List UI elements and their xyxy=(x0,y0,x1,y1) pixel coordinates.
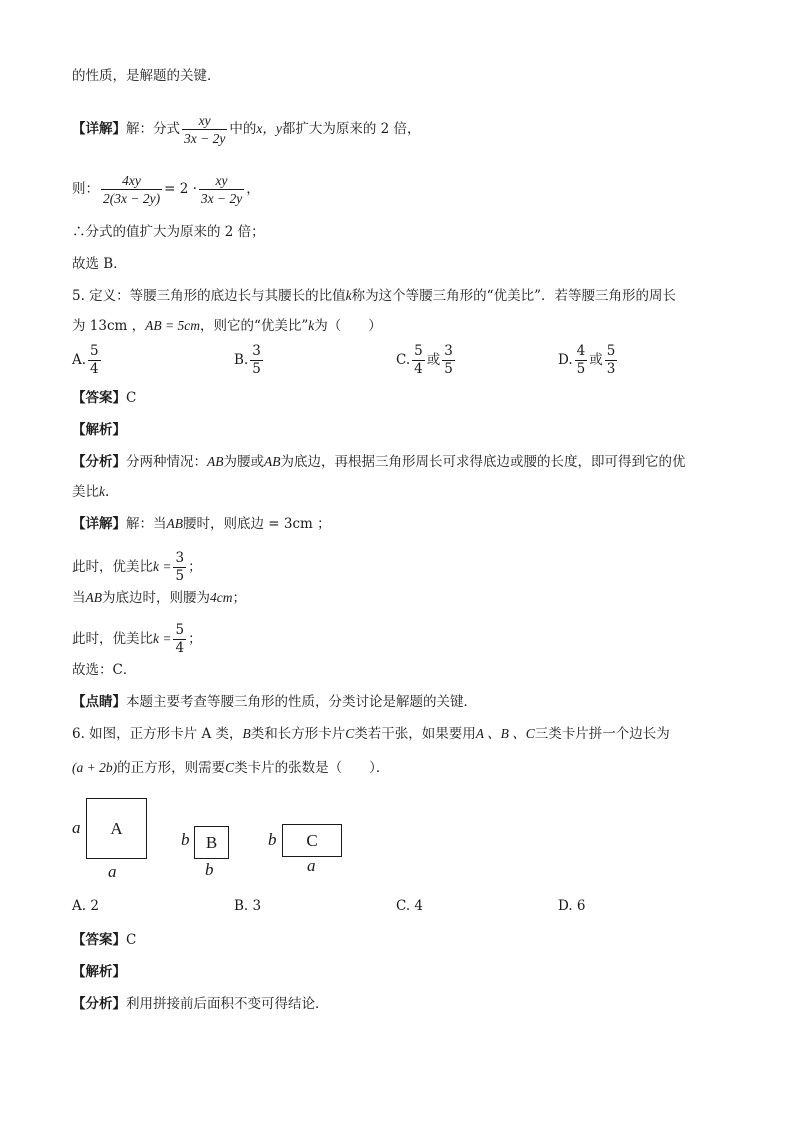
card-c xyxy=(282,824,342,857)
fraction xyxy=(199,172,244,207)
text: 都扩大为原来的 2 倍， xyxy=(281,121,421,137)
option-c xyxy=(396,343,457,378)
denominator: 5 xyxy=(444,361,453,377)
option-label: D. xyxy=(558,352,573,368)
denominator: 2(3x − 2y) xyxy=(103,191,161,206)
text: 本题主要考查等腰三角形的性质，分类讨论是解题的关键． xyxy=(126,694,477,710)
text: 美比 xyxy=(72,484,99,500)
step-line xyxy=(72,622,202,657)
math: A 、B 、C xyxy=(475,726,535,741)
card-a-side-label: a xyxy=(72,818,81,837)
denominator: 4 xyxy=(175,640,185,656)
numerator: 5 xyxy=(414,343,423,359)
text: 利用拼接前后面积不变可得结论． xyxy=(126,996,329,1012)
math: C xyxy=(345,726,355,741)
text: = 2 · xyxy=(164,181,197,197)
detail-tag: 【详解】 xyxy=(72,121,126,137)
text: 此时，优美比 xyxy=(72,631,153,647)
text: 的正方形，则需要 xyxy=(117,760,226,776)
numerator: 3 xyxy=(175,550,185,566)
text: ； xyxy=(188,559,202,575)
question-6-line-2 xyxy=(72,758,389,778)
text-line: 故选：C． xyxy=(72,662,137,678)
text: 中的 xyxy=(229,121,257,137)
analysis-sub-tag: 【分析】 xyxy=(72,996,126,1012)
equation-line xyxy=(72,172,260,207)
detail-tag: 【详解】 xyxy=(72,516,126,532)
text: 解：分式 xyxy=(126,121,180,137)
math: C xyxy=(225,760,235,775)
text: 为腰或 xyxy=(223,454,264,470)
fraction xyxy=(575,343,588,378)
fraction xyxy=(605,343,618,378)
card-a-label: A xyxy=(110,818,123,838)
card-a-bottom-label: a xyxy=(108,862,117,881)
card-b xyxy=(194,826,229,859)
text: 类若干张，如果要用 xyxy=(354,726,476,742)
math: k xyxy=(308,318,315,333)
option-c: C. 4 xyxy=(396,898,424,914)
text: 或 xyxy=(589,352,603,368)
numerator: 3 xyxy=(252,343,261,359)
text: 类卡片的张数是（ ）． xyxy=(234,760,390,776)
text: 为 13cm ， xyxy=(72,318,146,334)
option-label: C. xyxy=(396,352,411,368)
fraction xyxy=(442,343,455,378)
card-c-side-label: b xyxy=(268,830,277,849)
detail-line xyxy=(72,112,421,147)
detail-line xyxy=(72,514,331,534)
option-label: A. xyxy=(72,352,87,368)
step-line xyxy=(72,550,202,585)
option-label: B. xyxy=(234,352,249,368)
text: 为（ ） xyxy=(314,318,382,334)
numerator: xy xyxy=(199,172,244,190)
option-d xyxy=(558,343,619,378)
math: k = xyxy=(153,559,172,574)
question-5-line-1 xyxy=(72,286,676,306)
text: 为底边时，则腰为 xyxy=(102,590,210,606)
answer-line xyxy=(72,930,136,950)
card-a xyxy=(86,798,147,859)
option-b: B. 3 xyxy=(234,898,262,914)
math: (a + 2b) xyxy=(72,760,118,775)
text-line: 故选 B． xyxy=(72,256,127,272)
fraction xyxy=(101,172,162,207)
numerator: 4xy xyxy=(101,172,162,190)
text: 此时，优美比 xyxy=(72,559,153,575)
denominator: 5 xyxy=(576,361,586,377)
card-b-side-label: b xyxy=(181,830,190,849)
text: 为底边，再根据三角形周长可求得底边或腰的长度，即可得到它的优 xyxy=(280,454,686,470)
denominator: 5 xyxy=(175,568,185,584)
denominator: 3 xyxy=(606,361,616,377)
answer-value: C xyxy=(126,390,137,406)
question-6-line-1 xyxy=(72,724,670,744)
fraction xyxy=(182,112,227,147)
math: AB xyxy=(85,590,102,605)
tip-tag: 【点睛】 xyxy=(72,694,126,710)
numerator: 4 xyxy=(576,343,586,359)
answer-value: C xyxy=(126,932,137,948)
option-b xyxy=(234,343,265,378)
numerator: xy xyxy=(182,112,227,130)
numerator: 3 xyxy=(444,343,453,359)
text: ； xyxy=(188,631,202,647)
analysis-line xyxy=(72,994,329,1014)
math: B xyxy=(242,726,251,741)
question-5-line-2 xyxy=(72,316,382,336)
step-line xyxy=(72,588,246,608)
text: 或 xyxy=(426,352,441,368)
text: 6. 如图，正方形卡片 A 类， xyxy=(72,726,243,742)
option-a xyxy=(72,343,103,378)
numerator: 5 xyxy=(175,622,185,638)
option-d: D. 6 xyxy=(558,898,586,914)
answer-line xyxy=(72,388,136,408)
math: AB xyxy=(207,454,224,469)
text: ； xyxy=(232,590,246,606)
answer-tag: 【答案】 xyxy=(72,390,126,406)
analysis-sub-tag: 【分析】 xyxy=(72,454,126,470)
fraction xyxy=(173,622,186,657)
text: 则： xyxy=(72,181,99,197)
text: 当 xyxy=(72,590,86,606)
analysis-tag: 【解析】 xyxy=(72,964,126,980)
text-line: ∴分式的值扩大为原来的 2 倍； xyxy=(72,224,265,240)
math: k xyxy=(345,288,352,303)
denominator: 3x − 2y xyxy=(184,131,226,146)
numerator: 5 xyxy=(90,343,99,359)
denominator: 4 xyxy=(90,361,99,377)
option-a: A. 2 xyxy=(72,898,99,914)
card-b-bottom-label: b xyxy=(205,860,214,879)
math: AB = 5cm xyxy=(145,318,200,333)
analysis-line-2 xyxy=(72,482,109,502)
text: 解：当 xyxy=(126,516,167,532)
denominator: 5 xyxy=(252,361,261,377)
math: k xyxy=(99,484,105,499)
math: x，y xyxy=(256,121,282,136)
math: k = xyxy=(153,631,172,646)
fraction xyxy=(173,550,186,585)
numerator: 5 xyxy=(606,343,616,359)
text: 类和长方形卡片 xyxy=(250,726,346,742)
math: AB xyxy=(166,516,183,531)
card-c-bottom-label: a xyxy=(307,856,316,875)
text: 分两种情况： xyxy=(126,454,207,470)
denominator: 3x − 2y xyxy=(200,191,243,206)
card-b-label: B xyxy=(205,832,218,852)
analysis-tag: 【解析】 xyxy=(72,422,126,438)
denominator: 4 xyxy=(414,361,423,377)
analysis-line-1 xyxy=(72,452,686,472)
tip-line xyxy=(72,692,477,712)
fraction xyxy=(88,343,101,378)
card-c-label: C xyxy=(306,830,318,850)
math: 4cm xyxy=(210,590,233,605)
math: AB xyxy=(264,454,281,469)
text: 腰时，则底边 = 3cm ； xyxy=(183,516,331,532)
text: ， xyxy=(246,181,260,197)
fraction xyxy=(250,343,263,378)
text-line: 的性质，是解题的关键． xyxy=(72,68,221,84)
text: ，则它的“优美比” xyxy=(199,318,309,334)
answer-tag: 【答案】 xyxy=(72,932,126,948)
fraction xyxy=(412,343,425,378)
text: 5. 定义：等腰三角形的底边长与其腰长的比值 xyxy=(72,288,346,304)
text: 三类卡片拼一个边长为 xyxy=(534,726,670,742)
text: . xyxy=(105,484,110,500)
text: 称为这个等腰三角形的“优美比”．若等腰三角形的周长 xyxy=(351,288,676,304)
